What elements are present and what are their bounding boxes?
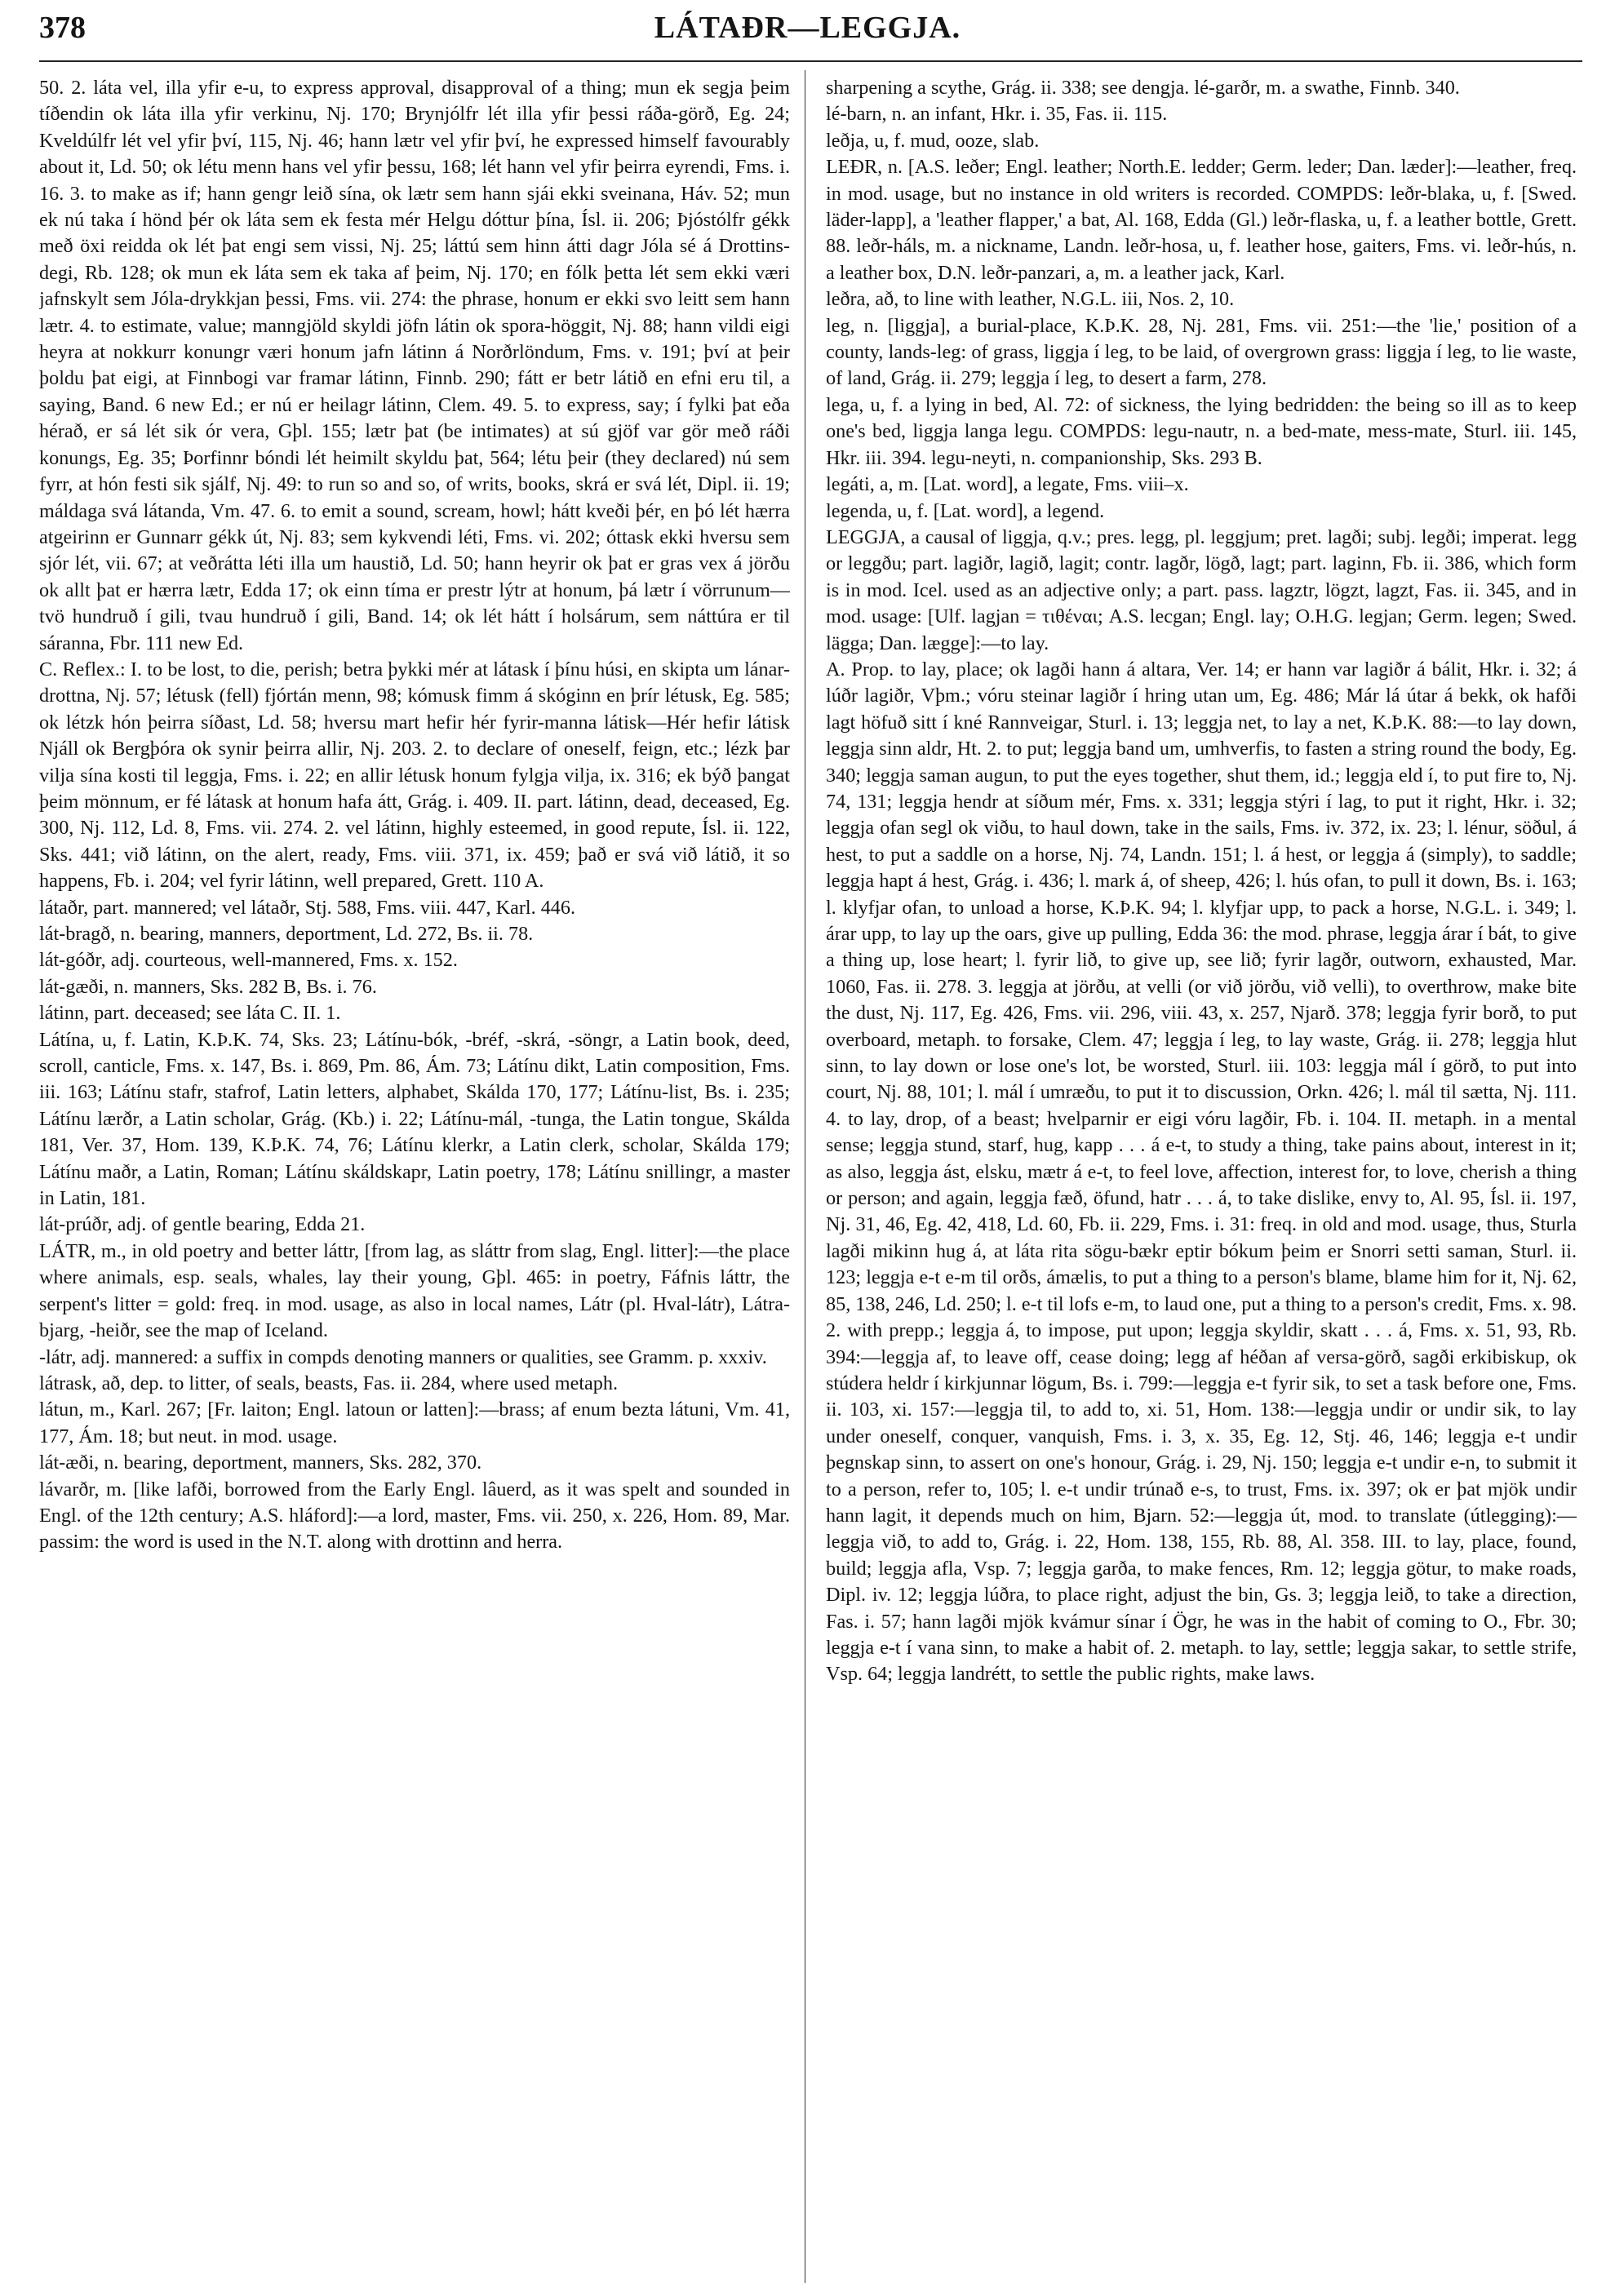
dictionary-entry — [39, 1450, 790, 1476]
dictionary-entry — [826, 499, 1577, 525]
entry-text: legenda, u, f. [Lat. word], a legend. — [826, 499, 1105, 522]
entry-text: lát-bragð, n. bearing, manners, deportment, Ld. 272, Bs. ii. 78. — [39, 923, 534, 945]
right-column — [826, 75, 1577, 2278]
entry-text: LEGGJA, a causal of liggja, q.v.; pres. legg, pl. leggjum; pret. lagði; subj. legði; imperat. legg or leggðu; part. lagiðr, lagið, lagit; contr. lagðr, lögð, lagt; part. laginn, Fb. ii. 386, which form is in mod. Icel. used as an adjective only; a part. pass. lagztr, lögzt, lagzt, Fas. ii. 345, and in mod. usage: [Ulf. lagjan = τιθέναι; A.S. lecgan; Engl. lay; O.H.G. legjan; Germ. legen; Swed. lägga; Dan. lægge]:—to lay. — [826, 525, 1577, 654]
dictionary-entry — [39, 1027, 790, 1212]
dictionary-entry — [826, 472, 1577, 498]
dictionary-entry — [39, 921, 790, 947]
entry-text: -látr, adj. mannered: a suffix in compds denoting manners or qualities, see Gramm. p. xxxiv. — [39, 1345, 767, 1368]
dictionary-entry — [826, 392, 1577, 472]
dictionary-entry — [826, 657, 1577, 1688]
dictionary-entry — [39, 974, 790, 1000]
dictionary-entry — [39, 947, 790, 973]
entry-text: lega, u, f. a lying in bed, Al. 72: of sickness, the lying bedridden: the being so ill as to keep one's bed, liggja langa legu. COMPDS: legu-nautr, n. a bed-mate, mess-mate, Sturl. iii. 145, Hkr. iii. 394. legu-neyti, n. companionship, Sks. 293 B. — [826, 393, 1577, 469]
entry-text: lát-góðr, adj. courteous, well-mannered, Fms. x. 152. — [39, 949, 458, 972]
entry-text: látun, m., Karl. 267; [Fr. laiton; Engl. latoun or latten]:—brass; af enum bezta látuni, Vm. 41, 177, Ám. 18; but neut. in mod. usage. — [39, 1398, 790, 1447]
entry-text: legáti, a, m. [Lat. word], a legate, Fms. viii–x. — [826, 473, 1189, 496]
dictionary-entry — [39, 1239, 790, 1345]
dictionary-entry — [826, 525, 1577, 657]
dictionary-entry — [39, 1345, 790, 1371]
entry-text: leg, n. [liggja], a burial-place, K.Þ.K. 28, Nj. 281, Fms. vii. 251:—the 'lie,' position of a county, lands-leg: of grass, liggja í leg, to be laid, of overgrown grass: liggja í leg, to lie waste, of land, Grág. ii. 279; leggja í leg, to desert a farm, 278. — [826, 314, 1577, 390]
dictionary-entry — [826, 154, 1577, 286]
entry-text: 50. 2. láta vel, illa yfir e-u, to express approval, disapproval of a thing; mun ek segja þeim tíðendin ok láta illa yfir verkinu, Nj. 170; Brynjólfr lét illa yfir þessi ráða-görð, Eg. 24; Kveldúlfr lét vel yfir því, 115, Nj. 46; hann lætr vel yfir því, he expressed himself favourably about it, Ld. 50; ok létu menn hans vel yfir þessu, 168; lét hann vel yfir þeirra eyrendi, Fms. i. 16. 3. to make as if; hann gengr leið sína, ok lætr sem hann sjái ekki sveinana, Háv. 52; mun ek nú taka í hönd þér ok láta sem ek festa mér Helgu dóttur þína, Ísl. ii. 206; Þjóstólfr gékk með öxi reidda ok lét þat engi sem vissi, Nj. 25; láttú sem hinn átti dagr Jóla sé á Drottins-degi, Rb. 128; ok mun ek láta sem ek taka af þeim, Nj. 170; en fólk þetta lét sem ekki væri jafnskylt sem Jóla-drykkjan þessi, Fms. vii. 274: the phrase, honum er ekki svo leitt sem hann lætr. 4. to estimate, value; manngjöld skyldi jöfn látin ok spora-höggit, Nj. 88; hann vildi eigi heyra at nokkurr konungr væri honum jafn látinn á Norðrlöndum, Fms. v. 191; því at þeir þoldu þat eigi, at Finnbogi var framar látinn, Finnb. 290; fátt er betr látið en efni eru til, a saying, Band. 6 new Ed.; er nú er heilagr látinn, Clem. 49. 5. to express, say; í fylki þat eða hérað, er sá lét sik ór vera, Gþl. 155; lætr þat (be intimates) at sú gjöf var gör með ráði konungs, Eg. 35; Þorfinnr bóndi lét heimilt skyldu þat, 564; létu þeir (they declared) nú sem fyrr, at hón festi sik sjálf, Nj. 49: to run so and so, of writs, books, skrá er svá lét, Dipl. ii. 19; máldaga svá látanda, Vm. 47. 6. to emit a sound, scream, howl; hátt kveði þér, en þó lét hærra atgeirinn er Gunnarr gékk út, Nj. 83; sem kykvendi léti, Fms. vi. 202; óttask ekki hversu sem sjór lét, vii. 67; at veðrátta léti illa um haustið, Ld. 50; hann heyrir ok þat er gras vex á jörðu ok allt þat er hærra lætr, Edda 17; ok einn tíma er prestr lýtr at honum, þá lætr í vörrunum—tvö hundruð í gili, tvau hundruð í gili, Band. 14; ok lét hátt í holsárum, sem náttúra er til sáranna, Fbr. 111 new Ed. — [39, 77, 790, 654]
entry-text: lé-barn, n. an infant, Hkr. i. 35, Fas. ii. 115. — [826, 103, 1168, 126]
dictionary-entry — [826, 128, 1577, 154]
entry-text: lát-prúðr, adj. of gentle bearing, Edda 21. — [39, 1213, 366, 1236]
left-column — [39, 75, 790, 2278]
dictionary-entry — [826, 313, 1577, 392]
dictionary-entry — [39, 895, 790, 921]
dictionary-entry — [39, 1000, 790, 1026]
entry-text: lát-gæði, n. manners, Sks. 282 B, Bs. i. 76. — [39, 975, 377, 998]
entry-text: LÁTR, m., in old poetry and better láttr, [from lag, as sláttr from slag, Engl. litter]:—the place where animals, esp. seals, whales, lay their young, Gþl. 465: in poetry, Fáfnis láttr, the serpent's litter = gold: freq. in mod. usage, as also in local names, Látr (pl. Hval-látr), Látra-bjarg, -heiðr, see the map of Iceland. — [39, 1239, 790, 1342]
dictionary-entry — [39, 1477, 790, 1556]
entry-text: látaðr, part. mannered; vel látaðr, Stj. 588, Fms. viii. 447, Karl. 446. — [39, 896, 576, 919]
dictionary-entry — [39, 657, 790, 895]
dictionary-entry — [39, 1212, 790, 1238]
entry-text: A. Prop. to lay, place; ok lagði hann á altara, Ver. 14; er hann var lagiðr á bálit, Hkr. i. 32; á lúðr lagiðr, Vþm.; vóru steinar lagiðr í hring utan um, Eg. 486; Már lá útar á bekk, ok hafði lagt höfuð sitt í kné Rannveigar, Sturl. i. 13; leggja net, to lay a net, K.Þ.K. 88:—to lay down, leggja sinn aldr, Ht. 2. to put; leggja band um, umhverfis, to fasten a string round the body, Eg. 340; leggja saman augun, to put the eyes together, shut them, id.; leggja eld í, to put fire to, Nj. 74, 131; leggja hendr at síðum mér, Fms. x. 331; leggja stýri í lag, to put it right, Hkr. i. 32; leggja ofan segl ok viðu, to haul down, take in the sails, Fms. iv. 372, ix. 23; l. lénur, söðul, á hest, to put a saddle on a horse, Nj. 74, Landn. 151; l. á hest, or leggja á (simply), to saddle; leggja hapt á hest, Grág. i. 436; l. mark á, of sheep, 426; l. hús ofan, to pull it down, Bs. i. 163; l. klyfjar ofan, to unload a horse, K.Þ.K. 94; l. klyfjar upp, to pack a horse, N.G.L. i. 349; l. árar upp, to lay up the oars, give up pulling, Edda 36: the mod. phrase, leggja árar í bát, to give a thing up, lose heart; l. fyrir lið, to give up, see lið; fyrir lagðr, outworn, exhausted, Mar. 1060, Fas. ii. 278. 3. leggja at jörðu, at velli (or við jörðu, við velli), to overthrow, make bite the dust, Nj. 117, Eg. 426, Fms. vii. 296, viii. 43, x. 257, Njarð. 378; leggja fyrir borð, to put overboard, metaph. to forsake, Clem. 47; leggja í leg, to lay waste, Grág. ii. 278; leggja hlut sinn, to lay down or lose one's lot, be worsted, Sturl. iii. 103: leggja mál í görð, to put into court, Nj. 88, 101; l. mál í umræðu, to put it to discussion, Orkn. 426; l. mál til sætta, Nj. 111. 4. to lay, drop, of a beast; hvelparnir er eigi vóru lagðir, Fb. i. 104. II. metaph. in a mental sense; leggja stund, starf, hug, kapp . . . á e-t, to study a thing, take pains about, interest in it; as also, leggja ást, elsku, mætr á e-t, to feel love, affection, interest for, to love, cherish a thing or person; and again, leggja fæð, öfund, hatr . . . á, to take dislike, envy to, Al. 95, Ísl. ii. 197, Nj. 31, 46, Eg. 42, 418, Ld. 60, Fb. ii. 229, Fms. i. 31: freq. in old and mod. usage, thus, Sturla lagði mikinn hug á, at láta rita sögu-bækr eptir bókum þeim er Snorri setti saman, Sturl. ii. 123; leggja e-t e-m til orðs, ámælis, to put a thing to a person's blame, blame him for it, Nj. 62, 85, 138, 246, Ld. 250; l. e-t til lofs e-m, to laud one, put a thing to a person's credit, Fms. x. 98. 2. with prepp.; leggja á, to impose, put upon; leggja skyldir, skatt . . . á, Fms. x. 51, 93, Rb. 394:—leggja af, to leave off, cease doing; legg af héðan af versa-görð, sagði erkibiskup, ok stúdera heldr í kirkjunnar lögum, Bs. i. 799:—leggja e-t fyrir sik, to set a task before one, Fms. ii. 103, xi. 157:—leggja til, to add to, xi. 51, Hom. 138:—leggja undir or undir sik, to lay under oneself, conquer, vanquish, Fms. i. 3, x. 35, Eg. 12, Stj. 46, 146; leggja e-t undir þegnskap sinn, to assert on one's honour, Grág. i. 29, Nj. 150; leggja e-t undir e-n, to submit it to a person, refer to, 105; l. e-t undir trúnað e-s, to trust, Fms. ix. 397; ok er þat mjök undir hann lagit, it depends much on him, Bjarn. 52:—leggja út, mod. to translate (útlegging):—leggja við, to add to, Grág. i. 22, Hom. 138, 155, Rb. 88, Al. 358. III. to lay, place, found, build; leggja afla, Vsp. 7; leggja garða, to make fences, Rm. 12; leggja götur, to make roads, Dipl. iv. 12; leggja lúðra, to place right, adjust the bin, Gs. 3; leggja leið, to take a direction, Fas. i. 57; hann lagði mjök kvámur sínar í Ögr, he was in the habit of coming to O., Fbr. 30; leggja e-t í vana sinn, to make a habit of. 2. metaph. to lay, settle; leggja sakar, to settle strife, Vsp. 64; leggja landrétt, to settle the public rights, make laws. — [826, 658, 1577, 1686]
entry-text: LEÐR, n. [A.S. leðer; Engl. leather; North.E. ledder; Germ. leder; Dan. læder]:—leather, freq. in mod. usage, but no instance in old writers is recorded. COMPDS: leðr-blaka, u, f. [Swed. läder-lapp], a 'leather flapper,' a bat, Al. 168, Edda (Gl.) leðr-flaska, u, f. a leather bottle, Grett. 88. leðr-háls, m. a nickname, Landn. leðr-hosa, u, f. leather hose, gaiters, Fms. vi. leðr-hús, n. a leather box, D.N. leðr-panzari, a, m. a leather jack, Karl. — [826, 156, 1577, 284]
dictionary-entry — [39, 1371, 790, 1397]
entry-text: sharpening a scythe, Grág. ii. 338; see dengja. lé-garðr, m. a swathe, Finnb. 340. — [826, 77, 1460, 99]
header-rule — [39, 60, 1582, 62]
entry-text: lávarðr, m. [like lafði, borrowed from the Early Engl. lâuerd, as it was spelt and sounded in Engl. of the 12th century; A.S. hláford]:—a lord, master, Fms. vii. 250, x. 226, Hom. 89, Mar. passim: the word is used in the N.T. along with drottinn and herra. — [39, 1478, 790, 1554]
entry-text: látinn, part. deceased; see láta C. II. 1. — [39, 1002, 341, 1025]
page-number: 378 — [39, 11, 86, 45]
dictionary-entry — [826, 101, 1577, 127]
dictionary-entry — [826, 75, 1577, 101]
entry-text: leðja, u, f. mud, ooze, slab. — [826, 129, 1040, 152]
running-title: LÁTAÐR—LEGGJA. — [654, 11, 961, 45]
entry-text: látrask, að, dep. to litter, of seals, beasts, Fas. ii. 284, where used metaph. — [39, 1372, 619, 1394]
dictionary-entry — [39, 1397, 790, 1450]
dictionary-entry — [826, 286, 1577, 312]
entry-text: lát-æði, n. bearing, deportment, manners, Sks. 282, 370. — [39, 1452, 482, 1474]
entry-text: Látína, u, f. Latin, K.Þ.K. 74, Sks. 23; Látínu-bók, -bréf, -skrá, -söngr, a Latin book, deed, scroll, canticle, Fms. x. 147, Bs. i. 869, Pm. 86, Ám. 73; Látínu dikt, Latin composition, Fms. iii. 163; Látínu stafr, stafrof, Latin letters, alphabet, Skálda 170, 177; Látínu-list, Bs. i. 235; Látínu lærðr, a Latin scholar, Grág. (Kb.) i. 22; Látínu-mál, -tunga, the Latin tongue, Skálda 181, Ver. 37, Hom. 139, K.Þ.K. 74, 76; Látínu klerkr, a Latin clerk, scholar, Skálda 179; Látínu maðr, a Latin, Roman; Látínu skáldskapr, Latin poetry, 178; Látínu snillingr, a master in Latin, 181. — [39, 1028, 790, 1210]
dictionary-entry — [39, 75, 790, 657]
entry-text: C. Reflex.: I. to be lost, to die, perish; betra þykki mér at látask í þínu húsi, en skipta um lánar-drottna, Nj. 57; létusk (fell) fjórtán menn, 98; kómusk fimm á skóginn en þrír létusk, Eg. 585; ok létzk hón þeirra síðast, Ld. 58; hversu mart hefir hér fyrir-manna látisk—Hér hefir látisk Njáll ok Bergþóra ok synir þeirra allir, Nj. 203. 2. to declare of oneself, feign, etc.; lézk þar vilja sína kosti til leggja, Fms. i. 22; en allir létusk honum fylgja vilja, ix. 316; ek býð þangat þeim mönnum, er fé látask at honum hafa átt, Grág. i. 409. II. part. látinn, dead, deceased, Eg. 300, Nj. 112, Ld. 8, Fms. vii. 274. 2. vel látinn, highly esteemed, in good repute, Ísl. ii. 122, Sks. 441; við látinn, on the alert, ready, Fms. viii. 371, ix. 459; það er svá við látið, it so happens, Fb. i. 204; vel fyrir látinn, well prepared, Grett. 110 A. — [39, 658, 790, 893]
entry-text: leðra, að, to line with leather, N.G.L. iii, Nos. 2, 10. — [826, 288, 1235, 311]
